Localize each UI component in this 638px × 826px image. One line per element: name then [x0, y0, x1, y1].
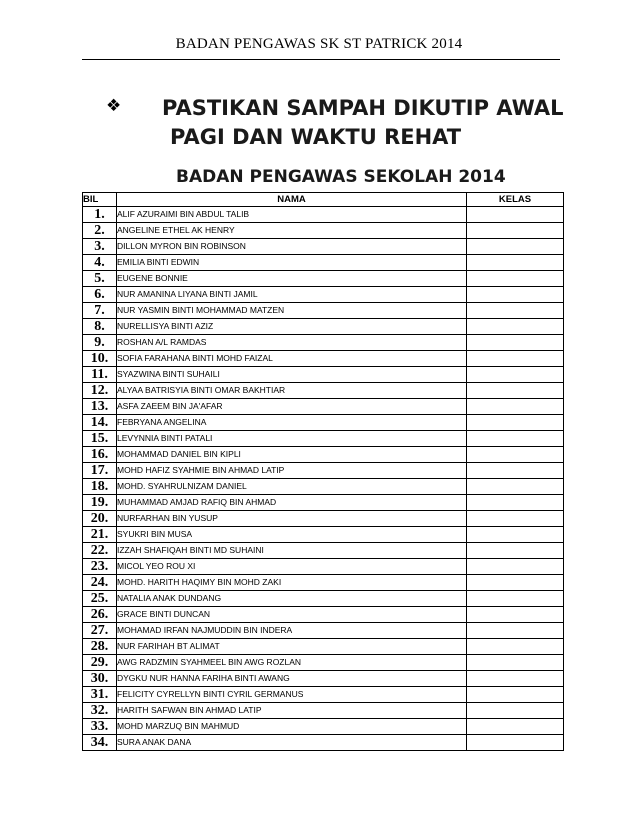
row-number: 20.: [83, 511, 117, 527]
student-class: [467, 447, 564, 463]
row-number: 17.: [83, 463, 117, 479]
prefect-table: [82, 192, 564, 751]
student-name: ALIF AZURAIMI BIN ABDUL TALIB: [117, 207, 467, 223]
student-class: [467, 559, 564, 575]
row-number: 34.: [83, 735, 117, 751]
student-name: GRACE BINTI DUNCAN: [117, 607, 467, 623]
row-number: 18.: [83, 479, 117, 495]
student-class: [467, 303, 564, 319]
student-class: [467, 463, 564, 479]
student-class: [467, 479, 564, 495]
table-row: [83, 447, 564, 463]
student-name: NURELLISYA BINTI AZIZ: [117, 319, 467, 335]
student-class: [467, 655, 564, 671]
student-class: [467, 639, 564, 655]
row-number: 26.: [83, 607, 117, 623]
row-number: 3.: [83, 239, 117, 255]
row-number: 1.: [83, 207, 117, 223]
student-name: EMILIA BINTI EDWIN: [117, 255, 467, 271]
student-class: [467, 671, 564, 687]
table-row: [83, 351, 564, 367]
table-row: [83, 639, 564, 655]
row-number: 9.: [83, 335, 117, 351]
row-number: 19.: [83, 495, 117, 511]
student-name: ASFA ZAEEM BIN JA'AFAR: [117, 399, 467, 415]
student-name: NURFARHAN BIN YUSUP: [117, 511, 467, 527]
student-class: [467, 351, 564, 367]
student-class: [467, 399, 564, 415]
student-name: SYUKRI BIN MUSA: [117, 527, 467, 543]
student-class: [467, 207, 564, 223]
student-name: SYAZWINA BINTI SUHAILI: [117, 367, 467, 383]
table-row: [83, 559, 564, 575]
table-row: [83, 431, 564, 447]
table-row: [83, 735, 564, 751]
student-class: [467, 719, 564, 735]
student-class: [467, 255, 564, 271]
table-row: [83, 543, 564, 559]
table-row: [83, 239, 564, 255]
header-bil: BIL: [83, 193, 117, 207]
student-class: [467, 367, 564, 383]
student-class: [467, 687, 564, 703]
notice-line-2: PAGI DAN WAKTU REHAT: [170, 125, 462, 149]
table-row: [83, 527, 564, 543]
student-name: NATALIA ANAK DUNDANG: [117, 591, 467, 607]
student-name: ANGELINE ETHEL AK HENRY: [117, 223, 467, 239]
table-row: [83, 655, 564, 671]
table-row: [83, 511, 564, 527]
header-nama: NAMA: [117, 193, 467, 207]
table-row: [83, 687, 564, 703]
table-row: [83, 591, 564, 607]
student-name: FELICITY CYRELLYN BINTI CYRIL GERMANUS: [117, 687, 467, 703]
table-row: [83, 479, 564, 495]
page-header-title: BADAN PENGAWAS SK ST PATRICK 2014: [175, 36, 463, 52]
student-class: [467, 703, 564, 719]
row-number: 7.: [83, 303, 117, 319]
row-number: 27.: [83, 623, 117, 639]
row-number: 30.: [83, 671, 117, 687]
student-class: [467, 415, 564, 431]
row-number: 11.: [83, 367, 117, 383]
student-name: DYGKU NUR HANNA FARIHA BINTI AWANG: [117, 671, 467, 687]
student-class: [467, 511, 564, 527]
diamond-bullet-icon: ❖: [106, 96, 122, 116]
notice-line-1: PASTIKAN SAMPAH DIKUTIP AWAL: [162, 96, 564, 120]
table-row: [83, 703, 564, 719]
table-row: [83, 463, 564, 479]
student-class: [467, 271, 564, 287]
student-class: [467, 239, 564, 255]
student-name: ROSHAN A/L RAMDAS: [117, 335, 467, 351]
student-name: DILLON MYRON BIN ROBINSON: [117, 239, 467, 255]
student-class: [467, 735, 564, 751]
table-row: [83, 607, 564, 623]
student-class: [467, 623, 564, 639]
table-row: [83, 319, 564, 335]
table-row: [83, 495, 564, 511]
table-row: [83, 207, 564, 223]
row-number: 22.: [83, 543, 117, 559]
row-number: 25.: [83, 591, 117, 607]
table-row: [83, 623, 564, 639]
row-number: 15.: [83, 431, 117, 447]
student-class: [467, 383, 564, 399]
student-class: [467, 591, 564, 607]
student-name: EUGENE BONNIE: [117, 271, 467, 287]
student-name: NUR AMANINA LIYANA BINTI JAMIL: [117, 287, 467, 303]
row-number: 29.: [83, 655, 117, 671]
student-class: [467, 223, 564, 239]
row-number: 8.: [83, 319, 117, 335]
student-name: MUHAMMAD AMJAD RAFIQ BIN AHMAD: [117, 495, 467, 511]
student-name: MOHD MARZUQ BIN MAHMUD: [117, 719, 467, 735]
header-rule: [82, 59, 560, 60]
row-number: 32.: [83, 703, 117, 719]
table-row: [83, 415, 564, 431]
student-class: [467, 431, 564, 447]
table-row: [83, 303, 564, 319]
table-row: [83, 287, 564, 303]
row-number: 16.: [83, 447, 117, 463]
student-name: IZZAH SHAFIQAH BINTI MD SUHAINI: [117, 543, 467, 559]
student-name: FEBRYANA ANGELINA: [117, 415, 467, 431]
student-class: [467, 543, 564, 559]
row-number: 6.: [83, 287, 117, 303]
student-class: [467, 607, 564, 623]
table-row: [83, 671, 564, 687]
student-name: MOHD HAFIZ SYAHMIE BIN AHMAD LATIP: [117, 463, 467, 479]
table-row: [83, 255, 564, 271]
row-number: 14.: [83, 415, 117, 431]
student-class: [467, 527, 564, 543]
student-name: MOHAMAD IRFAN NAJMUDDIN BIN INDERA: [117, 623, 467, 639]
student-name: MICOL YEO ROU XI: [117, 559, 467, 575]
list-subtitle: BADAN PENGAWAS SEKOLAH 2014: [176, 167, 506, 187]
student-name: HARITH SAFWAN BIN AHMAD LATIP: [117, 703, 467, 719]
header-kelas: KELAS: [467, 193, 564, 207]
student-name: MOHD. SYAHRULNIZAM DANIEL: [117, 479, 467, 495]
row-number: 23.: [83, 559, 117, 575]
table-row: [83, 399, 564, 415]
student-class: [467, 575, 564, 591]
student-name: NUR YASMIN BINTI MOHAMMAD MATZEN: [117, 303, 467, 319]
row-number: 2.: [83, 223, 117, 239]
table-row: [83, 719, 564, 735]
row-number: 33.: [83, 719, 117, 735]
student-name: MOHAMMAD DANIEL BIN KIPLI: [117, 447, 467, 463]
table-row: [83, 223, 564, 239]
student-class: [467, 319, 564, 335]
student-name: SOFIA FARAHANA BINTI MOHD FAIZAL: [117, 351, 467, 367]
student-name: MOHD. HARITH HAQIMY BIN MOHD ZAKI: [117, 575, 467, 591]
student-class: [467, 335, 564, 351]
row-number: 28.: [83, 639, 117, 655]
student-name: SURA ANAK DANA: [117, 735, 467, 751]
table-row: [83, 575, 564, 591]
student-class: [467, 495, 564, 511]
row-number: 5.: [83, 271, 117, 287]
table-header-row: [83, 193, 564, 207]
table-row: [83, 335, 564, 351]
student-class: [467, 287, 564, 303]
student-name: AWG RADZMIN SYAHMEEL BIN AWG ROZLAN: [117, 655, 467, 671]
student-name: LEVYNNIA BINTI PATALI: [117, 431, 467, 447]
table-row: [83, 271, 564, 287]
row-number: 10.: [83, 351, 117, 367]
student-name: NUR FARIHAH BT ALIMAT: [117, 639, 467, 655]
row-number: 21.: [83, 527, 117, 543]
row-number: 24.: [83, 575, 117, 591]
row-number: 31.: [83, 687, 117, 703]
table-row: [83, 383, 564, 399]
table-row: [83, 367, 564, 383]
row-number: 12.: [83, 383, 117, 399]
row-number: 13.: [83, 399, 117, 415]
student-name: ALYAA BATRISYIA BINTI OMAR BAKHTIAR: [117, 383, 467, 399]
row-number: 4.: [83, 255, 117, 271]
notice-text: [162, 94, 582, 152]
